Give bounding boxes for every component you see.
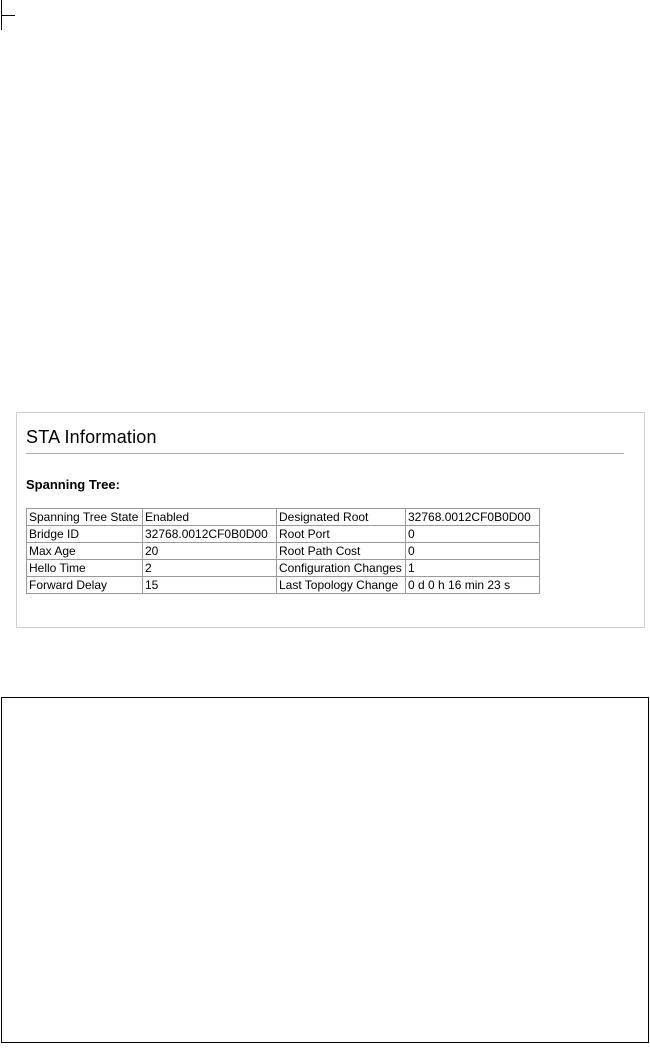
last-topology-change-value: 0 d 0 h 16 min 23 s bbox=[406, 577, 540, 594]
table-row bbox=[27, 509, 540, 526]
forward-delay-value: 15 bbox=[143, 577, 277, 594]
configuration-changes-value: 1 bbox=[406, 560, 540, 577]
max-age-value: 20 bbox=[143, 543, 277, 560]
root-port-value: 0 bbox=[406, 526, 540, 543]
spanning-tree-state-value: Enabled bbox=[143, 509, 277, 526]
spanning-tree-heading: Spanning Tree: bbox=[26, 477, 120, 492]
spanning-tree-state-label: Spanning Tree State bbox=[27, 509, 143, 526]
page-corner-mark bbox=[1, 15, 15, 16]
page-title: STA Information bbox=[26, 427, 157, 447]
table-row bbox=[27, 543, 540, 560]
root-path-cost-label: Root Path Cost bbox=[277, 543, 406, 560]
empty-content-frame bbox=[1, 697, 649, 1043]
max-age-label: Max Age bbox=[27, 543, 143, 560]
root-path-cost-value: 0 bbox=[406, 543, 540, 560]
hello-time-label: Hello Time bbox=[27, 560, 143, 577]
bridge-id-value: 32768.0012CF0B0D00 bbox=[143, 526, 277, 543]
table-row bbox=[27, 560, 540, 577]
designated-root-value: 32768.0012CF0B0D00 bbox=[406, 509, 540, 526]
forward-delay-label: Forward Delay bbox=[27, 577, 143, 594]
title-divider bbox=[26, 453, 624, 454]
configuration-changes-label: Configuration Changes bbox=[277, 560, 406, 577]
table-row bbox=[27, 526, 540, 543]
sta-information-panel bbox=[16, 412, 645, 628]
table-row bbox=[27, 577, 540, 594]
hello-time-value: 2 bbox=[143, 560, 277, 577]
designated-root-label: Designated Root bbox=[277, 509, 406, 526]
bridge-id-label: Bridge ID bbox=[27, 526, 143, 543]
root-port-label: Root Port bbox=[277, 526, 406, 543]
sta-info-table bbox=[26, 508, 540, 594]
last-topology-change-label: Last Topology Change bbox=[277, 577, 406, 594]
